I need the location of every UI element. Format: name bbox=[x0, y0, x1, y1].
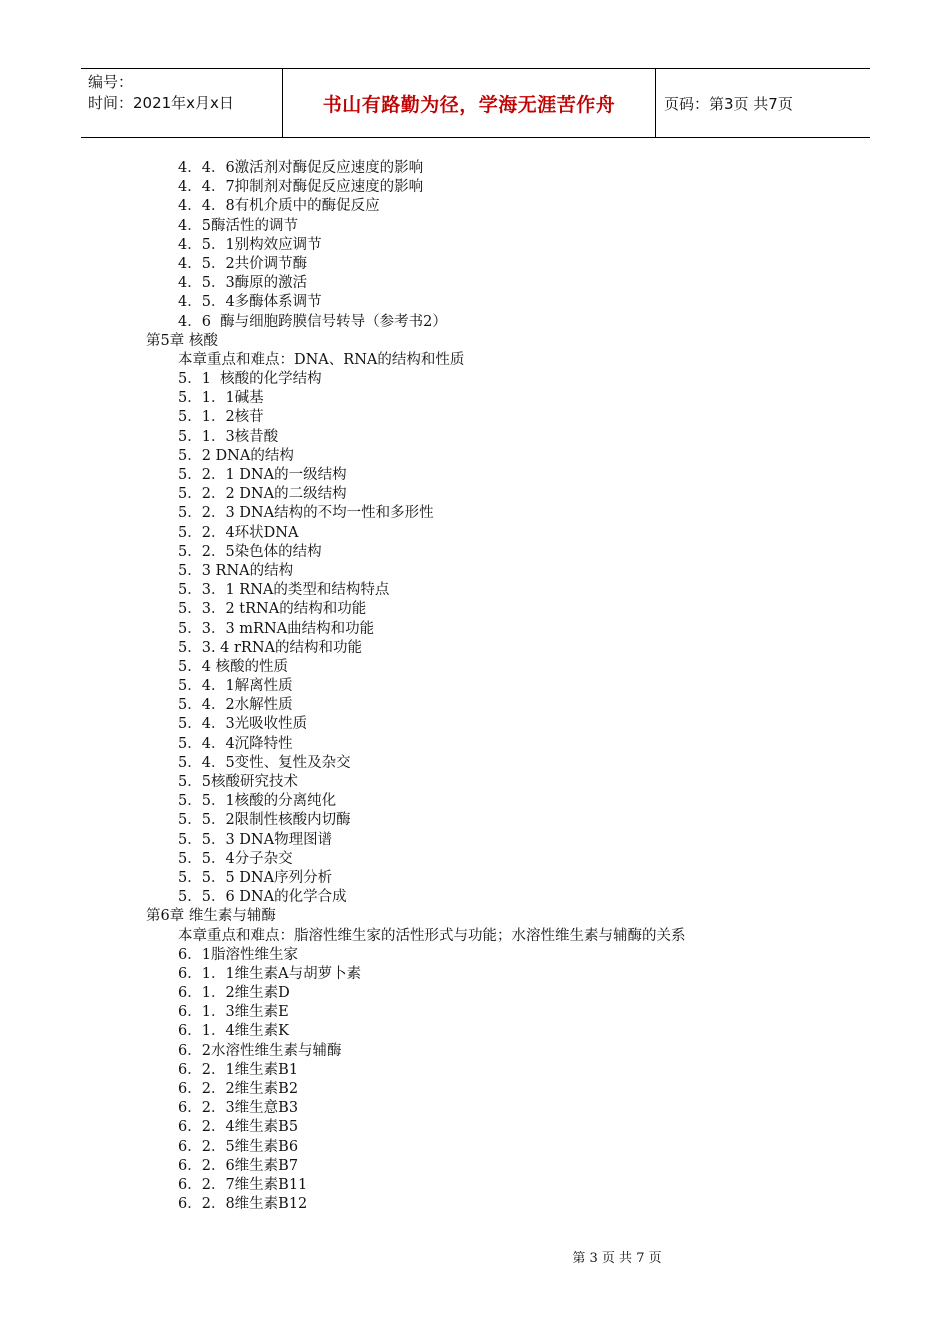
outline-item: 6．2．6维生素B7 bbox=[178, 1157, 299, 1174]
outline-item: 5．5．4分子杂交 bbox=[178, 850, 293, 867]
outline-item: 6．1脂溶性维生家 bbox=[178, 946, 298, 963]
outline-item: 4．5．4多酶体系调节 bbox=[178, 294, 322, 311]
outline-item: 5．3．1 RNA的类型和结构特点 bbox=[178, 582, 390, 599]
outline-item: 5．1．2核苷 bbox=[178, 409, 264, 426]
outline-item: 6．2．1维生素B1 bbox=[178, 1061, 299, 1078]
outline-item: 5．4．1解离性质 bbox=[178, 678, 293, 695]
outline-item: 4．5．1别构效应调节 bbox=[178, 236, 322, 253]
outline-item: 4．4．7抑制剂对酶促反应速度的影响 bbox=[178, 179, 424, 196]
outline-item: 5．5核酸研究技术 bbox=[178, 774, 298, 790]
header-page-label: 页码：第3页 共7页 bbox=[664, 94, 793, 113]
outline-item: 6．2．5维生素B6 bbox=[178, 1138, 299, 1155]
outline-item: 5．3. 4 rRNA的结构和功能 bbox=[178, 639, 363, 656]
outline-item: 5．5．2限制性核酸内切酶 bbox=[178, 812, 351, 829]
document-body bbox=[0, 159, 950, 1214]
outline-item: 5．2．2 DNA的二级结构 bbox=[178, 486, 347, 503]
outline-item: 5．3 RNA的结构 bbox=[178, 562, 294, 579]
outline-item: 5．1 核酸的化学结构 bbox=[178, 371, 322, 388]
outline-item: 4．4．6激活剂对酶促反应速度的影响 bbox=[178, 160, 424, 176]
outline-item: 5．2 DNA的结构 bbox=[178, 447, 294, 464]
outline-item: 本章重点和难点：脂溶性维生家的活性形式与功能；水溶性维生素与辅酶的关系 bbox=[178, 927, 686, 944]
outline-item: 4．6 酶与细胞跨膜信号转导（参考书2） bbox=[178, 313, 447, 330]
outline-item: 4．5．3酶原的激活 bbox=[178, 275, 308, 292]
outline-item: 5．5．3 DNA物理图谱 bbox=[178, 831, 333, 848]
outline-item: 6．2．7维生素B11 bbox=[178, 1176, 308, 1193]
page-footer bbox=[0, 1247, 950, 1266]
number-label: 编号： bbox=[88, 73, 134, 91]
outline-item: 5．2．5染色体的结构 bbox=[178, 543, 322, 560]
outline-item: 6．2．2维生素B2 bbox=[178, 1081, 299, 1097]
outline-item: 5．4．4沉降特性 bbox=[178, 735, 293, 752]
outline-item: 6．2．8维生素B12 bbox=[178, 1196, 308, 1213]
chapter-heading: 第6章 维生素与辅酶 bbox=[146, 908, 276, 925]
outline-item: 6．2．3维生意B3 bbox=[178, 1100, 299, 1117]
header-meta bbox=[81, 69, 283, 137]
outline-item: 4．5．2共价调节酶 bbox=[178, 255, 308, 272]
outline-item: 5．5．1核酸的分离纯化 bbox=[178, 793, 337, 810]
outline-item: 5．4．3光吸收性质 bbox=[178, 716, 308, 733]
header-motto: 书山有路勤为径，学海无涯苦作舟 bbox=[283, 69, 656, 137]
time-label: 时间：2021年x月x日 bbox=[88, 94, 234, 112]
outline-item: 5．5．6 DNA的化学合成 bbox=[178, 889, 347, 906]
outline-item: 6．1．3维生素E bbox=[178, 1004, 289, 1021]
outline-item: 5．3．2 tRNA的结构和功能 bbox=[178, 601, 367, 618]
outline-item: 5．2．3 DNA结构的不均一性和多形性 bbox=[178, 505, 434, 522]
outline-item: 本章重点和难点：DNA、RNA的结构和性质 bbox=[178, 351, 465, 368]
outline-item: 5．4．5变性、复性及杂交 bbox=[178, 754, 351, 771]
outline-item: 4．5酶活性的调节 bbox=[178, 217, 298, 234]
outline-item: 6．1．2维生素D bbox=[178, 985, 290, 1002]
outline-item: 6．2水溶性维生素与辅酶 bbox=[178, 1042, 342, 1059]
outline-item: 5．1．1碱基 bbox=[178, 390, 264, 407]
outline-item: 5．2．4环状DNA bbox=[178, 524, 299, 541]
outline-item: 6．2．4维生素B5 bbox=[178, 1119, 299, 1136]
outline-item: 5．2．1 DNA的一级结构 bbox=[178, 467, 347, 483]
outline-item: 5．1．3核昔酸 bbox=[178, 428, 279, 445]
outline-item: 6．1．1维生素A与胡萝卜素 bbox=[178, 965, 362, 982]
outline-item: 5．5．5 DNA序列分析 bbox=[178, 869, 333, 886]
footer-page-number: 第 3 页 共 7 页 bbox=[572, 1251, 662, 1266]
outline-item: 5．4 核酸的性质 bbox=[178, 658, 289, 675]
page-header bbox=[81, 68, 870, 138]
chapter-heading: 第5章 核酸 bbox=[146, 332, 218, 349]
outline-item: 5．4．2水解性质 bbox=[178, 697, 293, 714]
outline-item: 5．3．3 mRNA曲结构和功能 bbox=[178, 620, 375, 637]
outline-item: 6．1．4维生素K bbox=[178, 1023, 290, 1040]
outline-item: 4．4．8有机介质中的酶促反应 bbox=[178, 198, 380, 215]
